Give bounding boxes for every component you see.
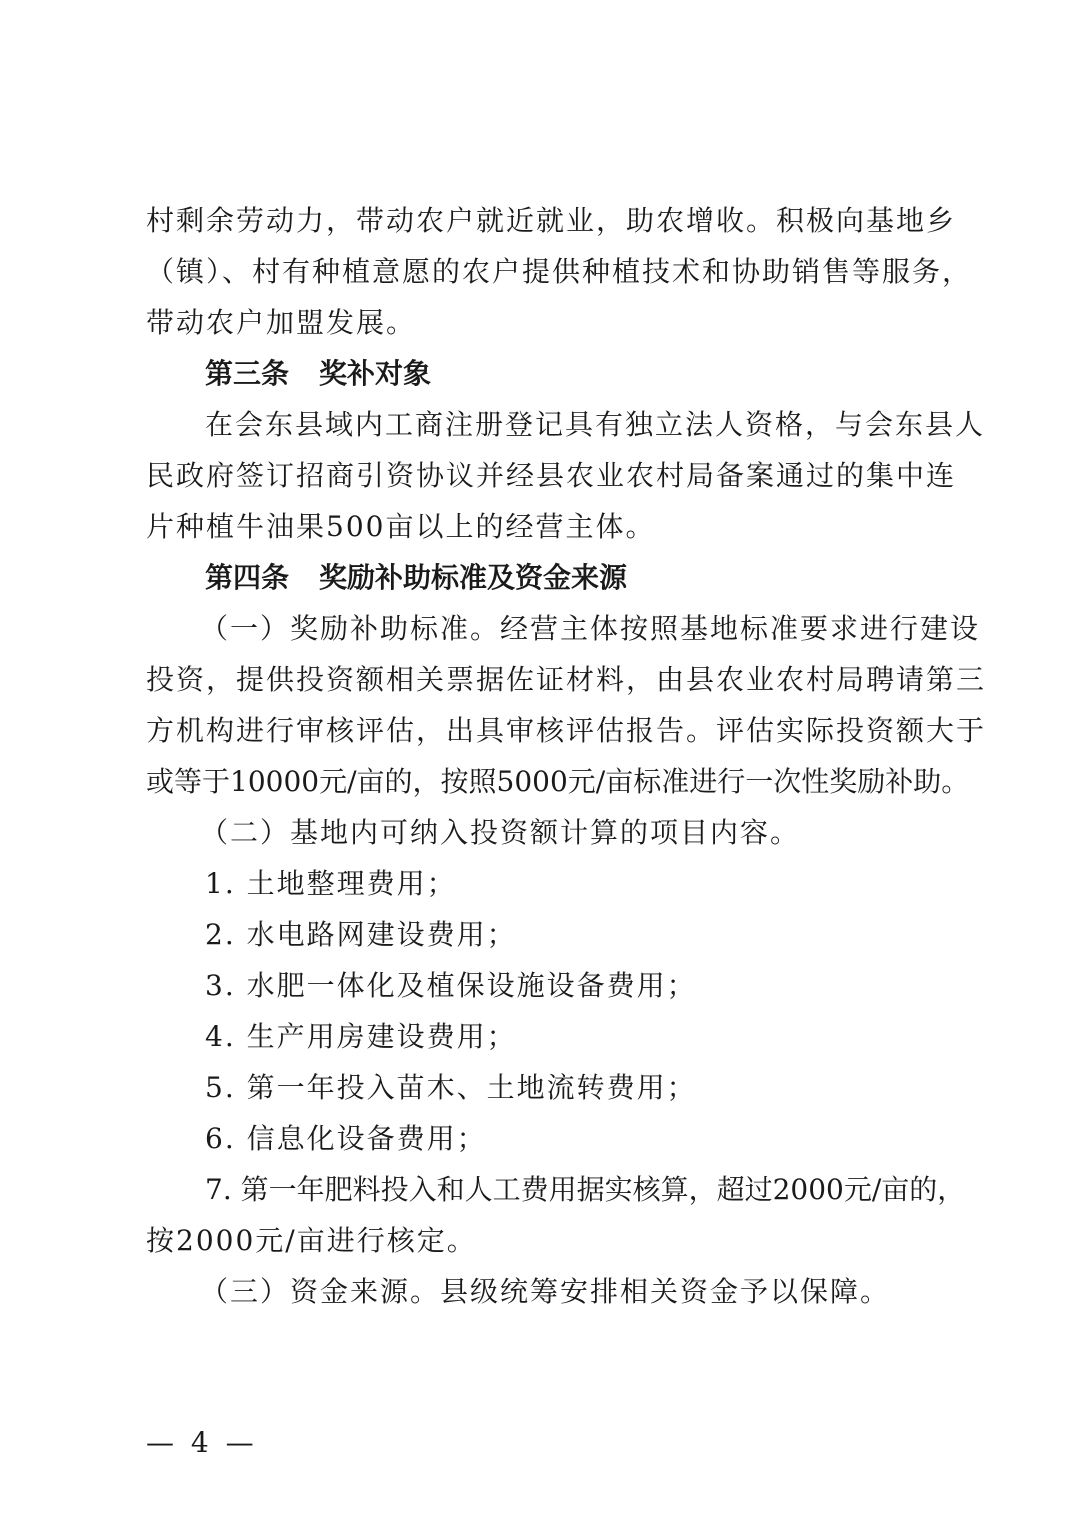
paragraph-line: 方机构进行审核评估，出具审核评估报告。评估实际投资额大于 — [146, 714, 987, 747]
article-4-heading — [205, 560, 946, 596]
paragraph-line: 或等于10000元/亩的，按照5000元/亩标准进行一次性奖励补助。 — [146, 765, 970, 798]
paragraph-line: 带动农户加盟发展。 — [146, 306, 417, 339]
list-item: 7. 第一年肥料投入和人工费用据实核算，超过2000元/亩的， — [205, 1173, 966, 1206]
paragraph-line: 村剩余劳动力，带动农户就近就业，助农增收。积极向基地乡 — [146, 204, 957, 237]
article-number: 第三条 — [205, 357, 290, 390]
article-number: 第四条 — [205, 561, 290, 594]
list-item: 4. 生产用房建设费用； — [205, 1020, 517, 1053]
list-item: 1. 土地整理费用； — [205, 867, 457, 900]
list-item: 6. 信息化设备费用； — [205, 1122, 487, 1155]
paragraph-line: （三）资金来源。县级统筹安排相关资金予以保障。 — [200, 1275, 891, 1308]
paragraph-line: 片种植牛油果500亩以上的经营主体。 — [146, 510, 656, 543]
paragraph-line: 投资，提供投资额相关票据佐证材料，由县农业农村局聘请第三 — [146, 663, 987, 696]
list-item-continuation: 按2000元/亩进行核定。 — [146, 1224, 477, 1257]
article-3-heading — [205, 356, 946, 392]
paragraph-line: 民政府签订招商引资协议并经县农业农村局备案通过的集中连 — [146, 459, 957, 492]
list-item: 5. 第一年投入苗木、土地流转费用； — [205, 1071, 697, 1104]
paragraph-line: （镇）、村有种植意愿的农户提供种植技术和协助销售等服务， — [146, 255, 973, 288]
paragraph-line: （一）奖励补助标准。经营主体按照基地标准要求进行建设 — [200, 612, 981, 645]
article-title: 奖补对象 — [319, 357, 432, 390]
list-item: 3. 水肥一体化及植保设施设备费用； — [205, 969, 697, 1002]
paragraph-line: 在会东县域内工商注册登记具有独立法人资格，与会东县人 — [205, 408, 986, 441]
article-title: 奖励补助标准及资金来源 — [319, 561, 628, 594]
list-item: 2. 水电路网建设费用； — [205, 918, 517, 951]
paragraph-line: （二）基地内可纳入投资额计算的项目内容。 — [200, 816, 801, 849]
page-number: — 4 — — [146, 1426, 258, 1459]
